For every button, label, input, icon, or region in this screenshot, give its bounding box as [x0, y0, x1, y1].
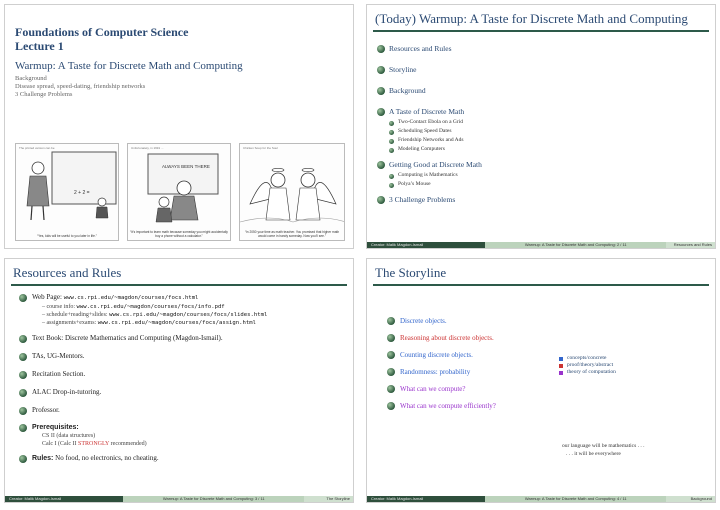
footer-title: Warmup: A Taste for Discrete Math and Computing: 2 / 11 — [485, 242, 666, 248]
topic-item: Disease spread, speed-dating, friendship networks — [15, 83, 146, 90]
section-label: Getting Good at Discrete Math — [389, 160, 482, 169]
cartoon-header: The printed version can be — [19, 146, 55, 150]
legend-item — [559, 369, 659, 376]
note-line: our language will be mathematics . . . — [562, 443, 645, 449]
slide-title-bar — [367, 259, 715, 287]
sub-label: assignments+exams: — [46, 320, 97, 326]
story-text: What can we compute? — [400, 385, 466, 393]
section-label: Background — [389, 86, 426, 95]
assign-link[interactable]: www.cs.rpi.edu/~magdon/courses/focs/assign.html — [97, 320, 257, 326]
bullet-ball-icon — [387, 334, 395, 342]
story-text: What can we compute efficiently? — [400, 402, 496, 410]
teacher-illustration — [128, 144, 231, 224]
textbook-text: Text Book: Discrete Mathematics and Computing (Magdon-Ismail). — [32, 334, 223, 342]
bullet-ball-icon — [377, 66, 385, 74]
outline-section[interactable] — [377, 43, 707, 55]
outline-subsection[interactable] — [377, 180, 707, 189]
sub-label: course info: — [46, 304, 75, 310]
outline-section[interactable] — [377, 159, 707, 171]
footer-next-section[interactable]: Background — [666, 496, 715, 502]
sub-bullet-icon — [389, 130, 394, 135]
slide-footer — [367, 496, 715, 502]
outline-section[interactable] — [377, 194, 707, 206]
resource-item-textbook — [19, 334, 343, 343]
outline-section[interactable] — [377, 85, 707, 97]
outline-subsection[interactable] — [377, 127, 707, 136]
story-item — [387, 402, 547, 419]
subsection-label: Friendship Networks and Ads — [398, 137, 464, 143]
footer-next-section[interactable]: The Storyline — [304, 496, 353, 502]
story-text: Randomness: probability — [400, 368, 471, 376]
board-text: ALWAYS BEEN THERE — [162, 164, 210, 169]
slide-title: Resources and Rules — [13, 265, 122, 280]
footer-next-section[interactable]: Resources and Rules — [666, 242, 715, 248]
story-item — [387, 385, 547, 402]
cartoon-panel — [15, 143, 119, 241]
story-text: Reasoning about discrete objects. — [400, 334, 494, 342]
section-label: 3 Challenge Problems — [389, 195, 456, 204]
footer-author: Creator: Malik Magdon-Ismail — [367, 496, 485, 502]
rules-label: Rules: — [32, 455, 54, 462]
cartoon-caption: “Yes, kids will be useful to you later in life.” — [37, 234, 97, 238]
bullet-ball-icon — [387, 351, 395, 359]
cartoon-panel — [127, 143, 231, 241]
footer-author: Creator: Malik Magdon-Ismail — [367, 242, 485, 248]
bullet-ball-icon — [19, 455, 27, 463]
outline-subsection[interactable] — [377, 136, 707, 145]
resource-item-recitation — [19, 370, 343, 379]
sub-bullet-icon — [389, 183, 394, 188]
outline-section[interactable] — [377, 64, 707, 76]
outline-subsection[interactable] — [377, 171, 707, 180]
legend-item — [559, 355, 659, 362]
subsection-label: Computing is Mathematics — [398, 172, 458, 178]
prereq-label: Prerequisites: — [32, 424, 79, 431]
cartoon-panel — [239, 143, 345, 241]
course-title — [15, 25, 188, 53]
slide-title: The Storyline — [375, 265, 447, 280]
title-divider — [373, 284, 709, 286]
section-label: A Taste of Discrete Math — [389, 107, 465, 116]
topic-list — [15, 75, 145, 99]
section-label: Storyline — [389, 65, 417, 74]
story-item — [387, 317, 547, 334]
board-text: 2 + 2 = — [74, 190, 90, 196]
slide-footer — [5, 496, 353, 502]
footer-title: Warmup: A Taste for Discrete Math and Computing: 4 / 11 — [485, 496, 666, 502]
resource-item-tas — [19, 352, 343, 361]
rules-text: No food, no electronics, no cheating. — [53, 454, 159, 462]
slide-1[interactable] — [4, 4, 354, 249]
legend-item — [559, 362, 659, 369]
bullet-ball-icon — [387, 317, 395, 325]
cartoon-header: Unfortunately, in 1991 ... — [131, 146, 164, 150]
alac-text: ALAC Drop-in-tutoring. — [32, 388, 102, 396]
sub-label: schedule+reading+slides: — [46, 312, 108, 318]
title-divider — [11, 284, 347, 286]
angels-illustration — [240, 144, 345, 224]
outline-section[interactable] — [377, 106, 707, 118]
bullet-ball-icon — [377, 196, 385, 204]
cartoon-caption: “In 2050 your time as math teacher. You promised that higher math would come in handy someday. Now you’ll see.” — [244, 230, 340, 238]
legend-label: proof/theory/abstract — [567, 362, 614, 368]
resource-item-alac — [19, 388, 343, 397]
tas-text: TAs, UG-Mentors. — [32, 352, 85, 360]
prereq-calc-b: recommended) — [109, 441, 147, 447]
legend-label: theory of computation — [567, 369, 616, 375]
bullet-ball-icon — [377, 87, 385, 95]
sub-bullet-icon — [389, 139, 394, 144]
subsection-label: Scheduling Speed Dates — [398, 128, 452, 134]
subsection-label: Modeling Computers — [398, 146, 445, 152]
resources-list — [19, 293, 343, 463]
bullet-ball-icon — [19, 407, 27, 415]
resource-item-professor — [19, 406, 343, 415]
outline-subsection[interactable] — [377, 118, 707, 127]
footer-author: Creator: Malik Magdon-Ismail — [5, 496, 123, 502]
bullet-ball-icon — [19, 424, 27, 432]
web-label: Web Page: — [32, 293, 62, 301]
slide-title-bar — [367, 5, 715, 33]
story-item — [387, 334, 547, 351]
storyline-list — [387, 317, 547, 419]
subsection-label: Polya’s Mouse — [398, 181, 431, 187]
slide-title: (Today) Warmup: A Taste for Discrete Math and Computing — [375, 11, 688, 26]
outline-list — [377, 43, 707, 206]
story-text: Counting discrete objects. — [400, 351, 473, 359]
section-label: Resources and Rules — [389, 44, 452, 53]
bullet-ball-icon — [19, 294, 27, 302]
lecture-subtitle: Warmup: A Taste for Discrete Math and Computing — [15, 60, 243, 72]
slides-link[interactable]: www.cs.rpi.edu/~magdon/courses/focs/slides.html — [109, 312, 268, 318]
slide-3[interactable] — [4, 258, 354, 503]
legend-label: concepts/concrete — [567, 355, 607, 361]
legend-swatch — [559, 364, 563, 368]
course-name: Foundations of Computer Science — [15, 25, 189, 39]
resource-item-rules — [19, 454, 343, 463]
footer-title: Warmup: A Taste for Discrete Math and Computing: 3 / 11 — [123, 496, 304, 502]
bullet-ball-icon — [387, 402, 395, 410]
sub-bullet-icon — [389, 148, 394, 153]
course-web-link[interactable]: www.cs.rpi.edu/~magdon/courses/focs.html — [63, 295, 199, 301]
slide-4[interactable] — [366, 258, 716, 503]
web-subitem: – course info: www.cs.rpi.edu/~magdon/courses/focs/info.pdf — [42, 304, 225, 310]
professor-text: Professor. — [32, 406, 60, 414]
bullet-ball-icon — [377, 108, 385, 116]
story-item — [387, 368, 547, 385]
cartoon-strip — [15, 143, 345, 241]
sub-bullet-icon — [389, 121, 394, 126]
legend-swatch — [559, 371, 563, 375]
prereq-calc-a: Calc I (Calc II — [42, 441, 78, 447]
topic-item: Background — [15, 75, 47, 82]
teacher-illustration — [16, 144, 119, 224]
outline-subsection[interactable] — [377, 145, 707, 154]
cartoon-header: Chicken Soup for the Soul — [243, 146, 278, 150]
web-subitem: – assignments+exams: www.cs.rpi.edu/~magdon/courses/focs/assign.html — [42, 320, 257, 326]
topic-item: 3 Challenge Problems — [15, 91, 73, 98]
title-divider — [373, 30, 709, 32]
bullet-ball-icon — [377, 45, 385, 53]
slide-2[interactable] — [366, 4, 716, 249]
story-item — [387, 351, 547, 368]
recitation-text: Recitation Section. — [32, 370, 86, 378]
bullet-ball-icon — [19, 371, 27, 379]
bullet-ball-icon — [377, 161, 385, 169]
cartoon-caption: “It’s important to learn math because someday you might accidentally buy a phone without a calculator.” — [130, 230, 228, 238]
bullet-ball-icon — [19, 389, 27, 397]
slide-title-bar — [5, 259, 353, 287]
sub-bullet-icon — [389, 174, 394, 179]
story-text: Discrete objects. — [400, 317, 447, 325]
bullet-ball-icon — [387, 368, 395, 376]
note-line: . . . it will be everywhere — [566, 451, 621, 457]
resource-item-web — [19, 293, 343, 327]
legend-swatch — [559, 357, 563, 361]
storyline-note — [562, 442, 702, 458]
prereq-calc — [32, 440, 343, 448]
bullet-ball-icon — [19, 335, 27, 343]
lecture-number: Lecture 1 — [15, 39, 64, 53]
bullet-ball-icon — [19, 353, 27, 361]
bullet-ball-icon — [387, 385, 395, 393]
subsection-label: Two-Contact Ebola on a Grid — [398, 119, 463, 125]
color-legend — [559, 355, 659, 376]
info-link[interactable]: www.cs.rpi.edu/~magdon/courses/focs/info.pdf — [76, 304, 225, 310]
web-subitem: – schedule+reading+slides: www.cs.rpi.edu/~magdon/courses/focs/slides.html — [42, 312, 268, 318]
slide-footer — [367, 242, 715, 248]
resource-item-prereqs — [19, 423, 343, 448]
prereq-calc-strongly: STRONGLY — [77, 441, 110, 447]
prereq-cs: CS II (data structures) — [42, 433, 96, 439]
